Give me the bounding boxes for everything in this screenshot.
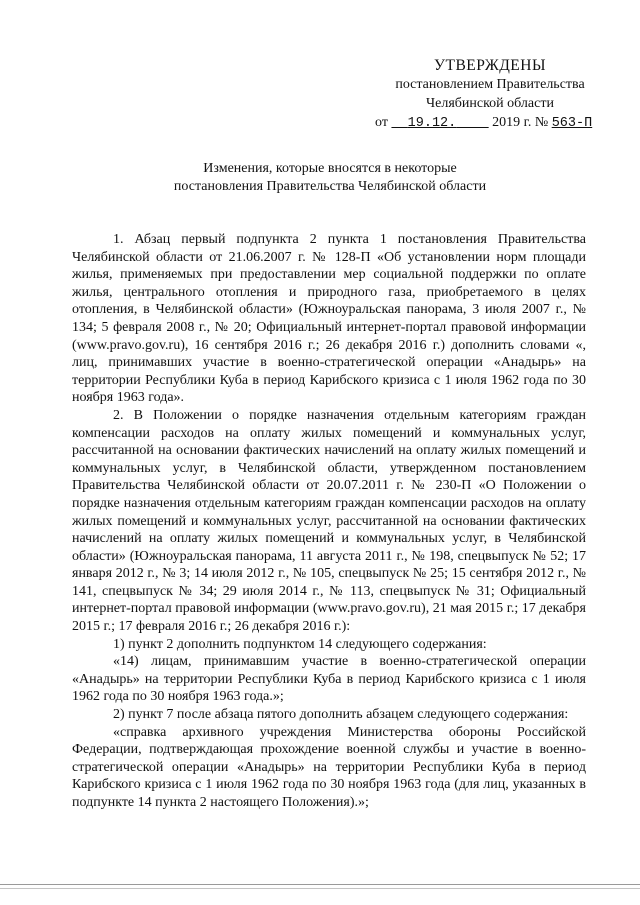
scan-edge-line	[0, 884, 640, 885]
subpoint-2: 2) пункт 7 после абзаца пятого дополнить абзацем следующего содержания:	[113, 707, 569, 723]
scan-edge-line-secondary	[0, 888, 640, 889]
subpoint-1: 1) пункт 2 дополнить подпунктом 14 следующего содержания:	[113, 636, 487, 652]
title-line-2: постановления Правительства Челябинской области	[173, 179, 487, 194]
approval-stamp	[375, 56, 605, 133]
document-body	[72, 231, 586, 812]
approval-line-2: Челябинской области	[426, 96, 554, 111]
approval-line-1: постановлением Правительства	[395, 77, 585, 92]
subpoint-2-content: «справка архивного учреждения Министерства обороны Российской Федерации, подтверждающая прохождение военной службы и участие в военно-стратегической операции «Анадырь» на территории Республики Куба в период Карибского кризиса с 1 июля 1962 года по 30 ноября 1963 года (для лиц, указанных в подпункте 14 пункта 2 настоящего Положения).»;	[72, 724, 586, 810]
paragraph-2: 2. В Положении о порядке назначения отдельным категориям граждан компенсации расходов на оплату жилых помещений и коммунальных услуг, рассчитанной на основании фактических начислений на оплату жилых помещений и коммунальных услуг, в Челябинской области, утвержденном постановлением Правительства Челябинской области от 20.07.2011 г. № 230-П «О Положении о порядке назначения отдельным категориям граждан компенсации расходов на оплату жилых помещений и коммунальных услуг, рассчитанной на основании фактических начислений на оплату жилых помещений и коммунальных услуг, в Челябинской области» (Южноуральская панорама, 11 августа 2011 г., № 198, спецвыпуск № 52; 17 января 2012 г., № 3; 14 июля 2012 г., № 105, спецвыпуск № 25; 15 сентября 2012 г., № 141, спецвыпуск № 34; 29 июля 2014 г., № 113, спецвыпуск № 31; Официальный интернет-портал правовой информации (www.pravo.gov.ru), 21 мая 2015 г.; 17 декабря 2015 г.; 17 февраля 2016 г.; 26 декабря 2016 г.):	[72, 407, 586, 635]
paragraph-1: 1. Абзац первый подпункта 2 пункта 1 постановления Правительства Челябинской области от 21.06.2007 г. № 128-П «Об установлении норм площади жилья, применяемых при предоставлении мер социальной поддержки по оплате жилья, центрального отопления и природного газа, приобретаемого в целях отопления, в Челябинской области» (Южноуральская панорама, 3 июля 2007 г., № 134; 5 февраля 2008 г., № 20; Официальный интернет-портал правовой информации (www.pravo.gov.ru), 16 сентября 2016 г.; 26 декабря 2016 г.) дополнить словами «, лиц, принимавших участие в военно-стратегической операции «Анадырь» на территории Республики Куба в период Карибского кризиса с 1 июля 1962 года по 30 ноября 1963 года».	[72, 232, 586, 406]
date-suffix: 2019 г. №	[492, 115, 549, 130]
approval-date-line	[375, 113, 605, 133]
approval-heading: УТВЕРЖДЕНЫ	[434, 57, 546, 74]
subpoint-1-content: «14) лицам, принимавшим участие в военно-стратегической операции «Анадырь» на территории Республики Куба в период Карибского кризиса с 1 июля 1962 года по 30 ноября 1963 года.»;	[72, 654, 586, 705]
title-line-1: Изменения, которые вносятся в некоторые	[203, 161, 457, 176]
date-prefix: от	[375, 115, 388, 130]
handwritten-number: 563-П	[551, 116, 593, 131]
document-title	[80, 160, 580, 196]
handwritten-date: 19.12.	[407, 116, 457, 131]
